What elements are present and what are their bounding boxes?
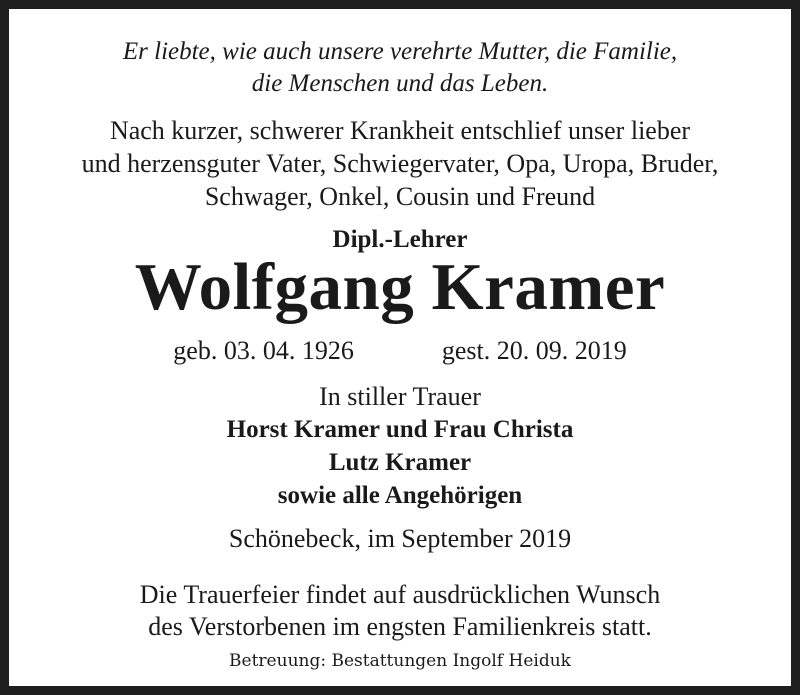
notice-line-1: Die Trauerfeier findet auf ausdrücklichen Wunsch xyxy=(139,580,661,609)
deceased-title: Dipl.-Lehrer xyxy=(332,226,468,253)
birth-date: geb. 03. 04. 1926 xyxy=(173,336,354,365)
mourner-2: Lutz Kramer xyxy=(328,449,472,476)
intro-line-1: Nach kurzer, schwerer Krankheit entschlief unser lieber xyxy=(109,116,691,145)
funeral-home-credit: Betreuung: Bestattungen Ingolf Heiduk xyxy=(229,651,571,671)
motto-line-2: die Menschen und das Leben. xyxy=(251,70,549,97)
mourner-1: Horst Kramer und Frau Christa xyxy=(226,416,574,443)
intro-line-2: und herzensguter Vater, Schwiegervater, Opa, Uropa, Bruder, xyxy=(81,149,719,178)
place-date: Schönebeck, im September 2019 xyxy=(228,524,572,553)
mourner-3: sowie alle Angehörigen xyxy=(277,482,523,509)
deceased-name: Wolfgang Kramer xyxy=(134,250,666,324)
death-date: gest. 20. 09. 2019 xyxy=(441,336,627,365)
motto-line-1: Er liebte, wie auch unsere verehrte Mutter, die Familie, xyxy=(122,38,678,65)
intro-line-3: Schwager, Onkel, Cousin und Freund xyxy=(204,182,596,211)
mourning-intro: In stiller Trauer xyxy=(319,382,481,411)
notice-line-2: des Verstorbenen im engsten Familienkreis statt. xyxy=(148,612,652,641)
life-dates xyxy=(9,336,791,366)
